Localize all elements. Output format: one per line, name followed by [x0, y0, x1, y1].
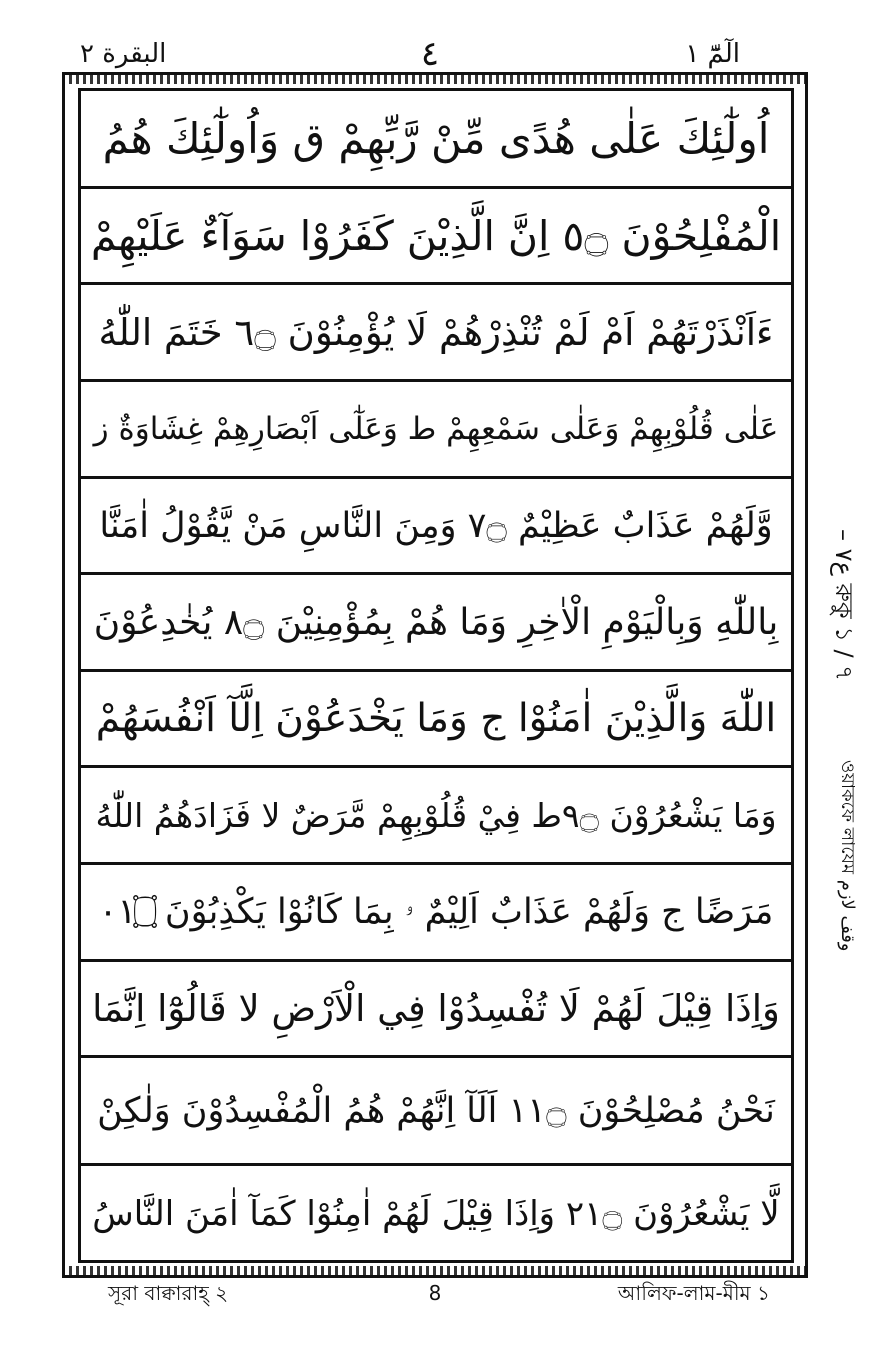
margin-ruku-mark	[818, 480, 864, 730]
verse-line	[78, 1166, 794, 1260]
verse-line	[78, 189, 794, 285]
verse-line-text: لَّا يَشْعُرُوْنَ ۝١٢ وَاِذَا قِيْلَ لَهُمْ اٰمِنُوْا كَمَآ اٰمَنَ النَّاسُ	[92, 1193, 780, 1234]
bottom-ornament-border	[62, 1266, 808, 1276]
verse-line	[78, 285, 794, 382]
ruku-note: রুকু ১ / ৭	[830, 583, 858, 681]
verse-line	[78, 962, 794, 1058]
verse-line-text: ءَاَنْذَرْتَهُمْ اَمْ لَمْ تُنْذِرْهُمْ لَا يُؤْمِنُوْنَ ۝٦ خَتَمَ اللّٰهُ	[98, 310, 774, 354]
verse-line-text: وَّلَهُمْ عَذَابٌ عَظِيْمٌ ۝٧ وَمِنَ النَّاسِ مَنْ يَّقُوْلُ اٰمَنَّا	[99, 505, 773, 546]
verse-line	[78, 91, 794, 189]
verse-line-text: بِاللّٰهِ وَبِالْيَوْمِ الْاٰخِرِ وَمَا هُمْ بِمُؤْمِنِيْنَ ۝٨ يُخٰدِعُوْنَ	[93, 601, 779, 643]
verse-line-text: نَحْنُ مُصْلِحُوْنَ ۝١١ اَلَآ اِنَّهُمْ هُمُ الْمُفْسِدُوْنَ وَلٰكِنْ	[97, 1090, 775, 1131]
verse-line-text: وَمَا يَشْعُرُوْنَ ۝٩ط فِيْ قُلُوْبِهِمْ مَّرَضٌ لا فَزَادَهُمُ اللّٰهُ	[95, 795, 777, 835]
verse-line-text: مَرَضًا ج وَلَهُمْ عَذَابٌ اَلِيْمٌ ۥ بِمَا كَانُوْا يَكْذِبُوْنَ ۝١٠	[98, 892, 774, 932]
verse-line	[78, 672, 794, 768]
footer-surah-name: সূরা বাক্বারাহ্‌ ২	[108, 1281, 229, 1305]
verse-line-text: وَاِذَا قِيْلَ لَهُمْ لَا تُفْسِدُوْا فِي الْاَرْضِ لا قَالُوْٓا اِنَّمَا	[92, 987, 780, 1030]
header-surah-name: البقرة ٢	[80, 39, 167, 69]
header-page-number: ٤	[420, 34, 440, 74]
footer-para-name: আলিফ-লাম-মীম ১	[617, 1281, 770, 1305]
verse-line	[78, 479, 794, 575]
verse-line-text: اُولٰٓئِكَ عَلٰى هُدًى مِّنْ رَّبِّهِمْ ق وَاُولٰٓئِكَ هُمُ	[102, 114, 770, 163]
verse-line	[78, 768, 794, 865]
footer-page-number: 8	[428, 1281, 442, 1305]
verse-line	[78, 865, 794, 962]
verse-line	[78, 1058, 794, 1166]
header-para-name: الٓمّٓ ١	[685, 39, 740, 69]
verse-line	[78, 575, 794, 672]
verse-line-text: الْمُفْلِحُوْنَ ۝٥ اِنَّ الَّذِيْنَ كَفَرُوْا سَوَآءٌ عَلَيْهِمْ	[90, 211, 782, 260]
top-ornament-border	[62, 74, 808, 84]
verse-line-text: عَلٰى قُلُوْبِهِمْ وَعَلٰى سَمْعِهِمْ ط وَعَلٰٓى اَبْصَارِهِمْ غِشَاوَةٌ ز	[93, 411, 779, 447]
verse-line	[78, 382, 794, 479]
verse-line-text: اللّٰهَ وَالَّذِيْنَ اٰمَنُوْا ج وَمَا يَخْدَعُوْنَ اِلَّآ اَنْفُسَهُمْ	[95, 696, 777, 741]
ruku-symbol: – ع٧	[830, 529, 858, 576]
margin-waqf-note: ওয়াকফে লাযেম وقف لازم	[837, 760, 858, 952]
